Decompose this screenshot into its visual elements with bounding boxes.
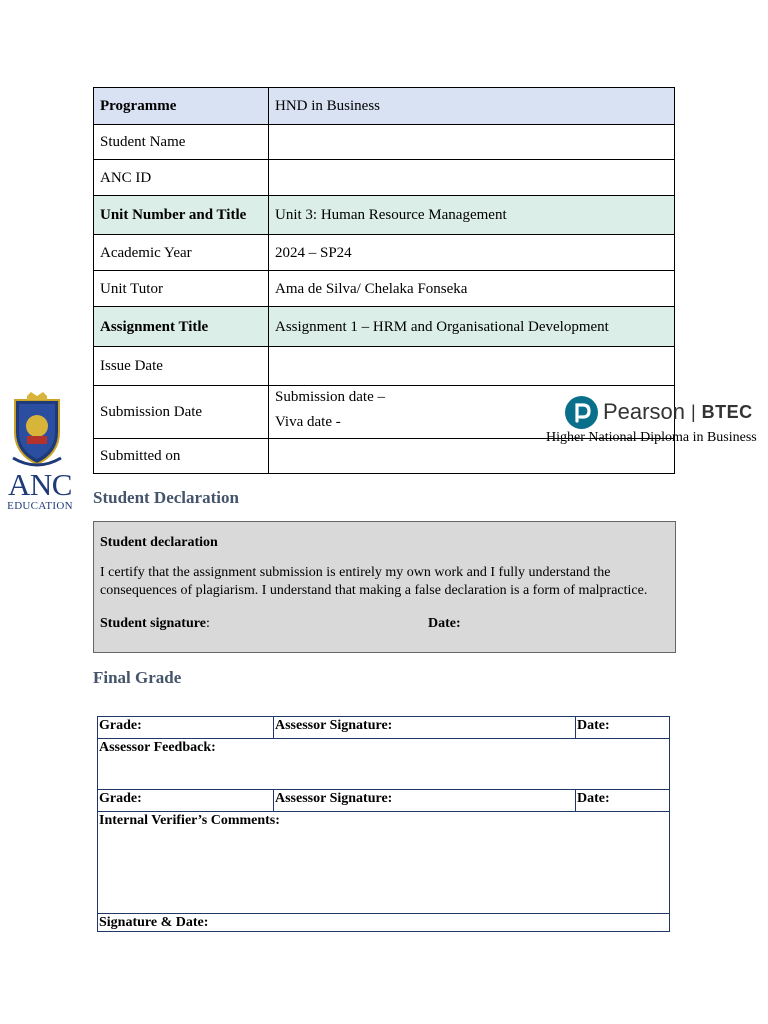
- verifier-grade-label: Grade:: [98, 790, 274, 812]
- final-grade-heading: Final Grade: [93, 668, 182, 687]
- internal-verifier-row: [98, 812, 670, 914]
- student-declaration-heading: Student Declaration: [93, 488, 239, 507]
- row-assignment-title: [94, 307, 675, 347]
- internal-verifier-label: Internal Verifier’s Comments:: [98, 812, 670, 914]
- final-grade-table: [97, 716, 670, 932]
- row-issue-date: [94, 347, 675, 386]
- programme-value: HND in Business: [269, 88, 675, 125]
- issue-date-label: Issue Date: [94, 347, 269, 386]
- declaration-date-label: Date:: [428, 616, 461, 631]
- declaration-box: [93, 521, 676, 653]
- logo-separator: |: [690, 401, 696, 422]
- declaration-text: I certify that the assignment submission is entirely my own work and I fully understand the consequences of plagiarism. I understand that making a false declaration is a form of malpractice.: [100, 565, 648, 598]
- anc-crest-icon: [9, 392, 65, 468]
- row-academic-year: [94, 235, 675, 271]
- signature-date-label: Signature & Date:: [98, 914, 670, 932]
- assessor-feedback-label: Assessor Feedback:: [98, 739, 670, 790]
- programme-label: Programme: [94, 88, 269, 125]
- viva-date-line: Viva date -: [275, 414, 341, 430]
- row-programme: [94, 88, 675, 125]
- grade-row-verifier: [98, 790, 670, 812]
- pearson-icon: [565, 396, 598, 429]
- submission-date-line: Submission date –: [275, 389, 386, 405]
- student-name-label: Student Name: [94, 125, 269, 160]
- row-unit: [94, 196, 675, 235]
- signature-colon: :: [205, 616, 210, 631]
- unit-tutor-value: Ama de Silva/ Chelaka Fonseka: [269, 271, 675, 307]
- declaration-signature-row: [100, 616, 669, 636]
- student-signature-label: Student signature: [100, 616, 206, 631]
- row-unit-tutor: [94, 271, 675, 307]
- academic-year-value: 2024 – SP24: [269, 235, 675, 271]
- row-student-name: [94, 125, 675, 160]
- btec-wordmark: BTEC: [701, 401, 753, 422]
- pearson-btec-logo: [565, 394, 753, 430]
- submitted-on-label: Submitted on: [94, 439, 269, 474]
- assessor-signature-label: Assessor Signature:: [274, 717, 576, 739]
- unit-label: Unit Number and Title: [94, 196, 269, 235]
- hnd-caption: Higher National Diploma in Business: [546, 430, 757, 445]
- assignment-title-value: Assignment 1 – HRM and Organisational Development: [269, 307, 675, 347]
- signature-date-row: [98, 914, 670, 932]
- submission-date-label: Submission Date: [94, 386, 269, 439]
- student-name-field[interactable]: [269, 125, 675, 160]
- row-anc-id: [94, 160, 675, 196]
- issue-date-field[interactable]: [269, 347, 675, 386]
- verifier-date-label: Date:: [576, 790, 670, 812]
- anc-id-field[interactable]: [269, 160, 675, 196]
- academic-year-label: Academic Year: [94, 235, 269, 271]
- anc-logo-subtext: EDUCATION: [7, 500, 73, 512]
- anc-logo-text: ANC: [8, 467, 72, 502]
- verifier-assessor-signature-label: Assessor Signature:: [274, 790, 576, 812]
- declaration-title: Student declaration: [100, 535, 218, 550]
- pearson-wordmark: Pearson: [603, 399, 685, 424]
- grade-row-assessor: [98, 717, 670, 739]
- unit-value: Unit 3: Human Resource Management: [269, 196, 675, 235]
- assignment-title-label: Assignment Title: [94, 307, 269, 347]
- grade-label: Grade:: [98, 717, 274, 739]
- assessor-date-label: Date:: [576, 717, 670, 739]
- unit-tutor-label: Unit Tutor: [94, 271, 269, 307]
- anc-id-label: ANC ID: [94, 160, 269, 196]
- assessor-feedback-row: [98, 739, 670, 790]
- anc-logo: [4, 467, 76, 512]
